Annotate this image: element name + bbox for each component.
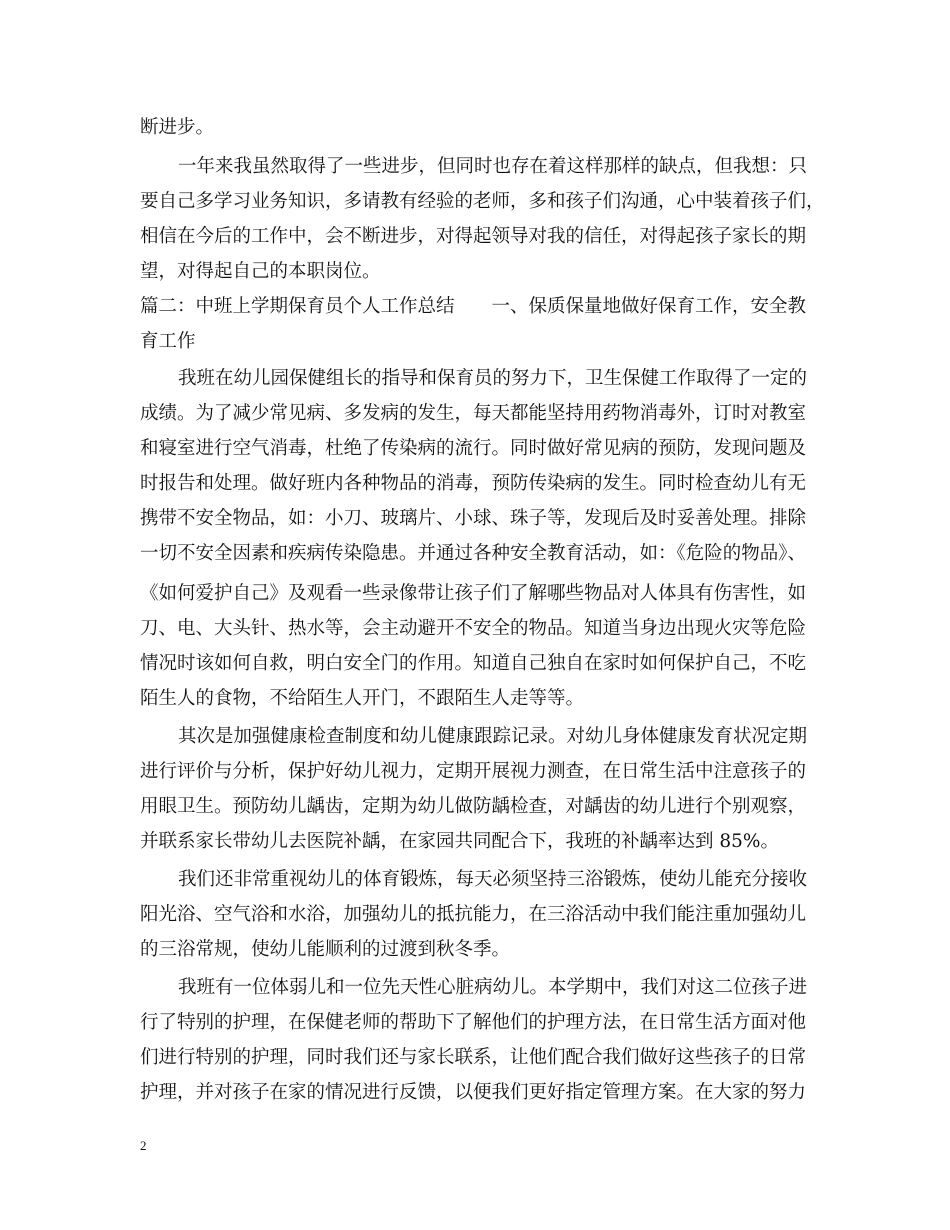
text-line: 《如何爱护自己》及观看一些录像带让孩子们了解哪些物品对人体具有伤害性，如 bbox=[140, 583, 807, 604]
text-line: 望，对得起自己的本职岗位。 bbox=[140, 261, 381, 282]
text-line: 其次是加强健康检查制度和幼儿健康跟踪记录。对幼儿身体健康发育状况定期 bbox=[178, 726, 808, 747]
text-line: 一切不安全因素和疾病传染隐患。并通过各种安全教育活动，如：《危险的物品》、 bbox=[140, 543, 807, 564]
text-line: 进行评价与分析，保护好幼儿视力，定期开展视力测查，在日常生活中注意孩子的 bbox=[140, 761, 807, 782]
text-line: 我班有一位体弱儿和一位先天性心脏病幼儿。本学期中，我们对这二位孩子进 bbox=[178, 977, 808, 998]
text-line: 并联系家长带幼儿去医院补龋，在家园共同配合下，我班的补龋率达到 85%。 bbox=[140, 831, 780, 852]
text-line: 们进行特别的护理，同时我们还与家长联系，让他们配合我们做好这些孩子的日常 bbox=[140, 1047, 807, 1068]
text-line: 相信在今后的工作中，会不断进步，对得起领导对我的信任，对得起孩子家长的期 bbox=[140, 226, 807, 247]
text-line: 的三浴常规，使幼儿能顺利的过渡到秋冬季。 bbox=[140, 939, 511, 960]
text-line: 刀、电、大头针、热水等，会主动避开不安全的物品。知道当身边出现火灾等危险 bbox=[140, 618, 807, 639]
text-line: 行了特别的护理，在保健老师的帮助下了解他们的护理方法，在日常生活方面对他 bbox=[140, 1012, 807, 1033]
text-line: 一年来我虽然取得了一些进步，但同时也存在着这样那样的缺点，但我想：只 bbox=[178, 156, 808, 177]
text-line: 陌生人的食物，不给陌生人开门，不跟陌生人走等等。 bbox=[140, 688, 585, 709]
text-line: 护理，并对孩子在家的情况进行反馈，以便我们更好指定管理方案。在大家的努力 bbox=[140, 1082, 807, 1103]
text-line: 育工作 bbox=[140, 331, 196, 352]
text-line: 断进步。 bbox=[140, 117, 215, 138]
text-line: 情况时该如何自救，明白安全门的作用。知道自己独自在家时如何保护自己，不吃 bbox=[140, 653, 807, 674]
text-line: 成绩。为了减少常见病、多发病的发生，每天都能坚持用药物消毒外，订时对教室 bbox=[140, 403, 807, 424]
text-line: 用眼卫生。预防幼儿龋齿，定期为幼儿做防龋检查，对龋齿的幼儿进行个别观察， bbox=[140, 796, 807, 817]
text-line: 携带不安全物品，如：小刀、玻璃片、小球、珠子等，发现后及时妥善处理。排除 bbox=[140, 508, 807, 529]
text-line: 篇二：中班上学期保育员个人工作总结 一、保质保量地做好保育工作，安全教 bbox=[140, 296, 807, 317]
page-number: 2 bbox=[140, 1138, 147, 1153]
text-line: 和寝室进行空气消毒，杜绝了传染病的流行。同时做好常见病的预防，发现问题及 bbox=[140, 438, 807, 459]
text-line: 我班在幼儿园保健组长的指导和保育员的努力下，卫生保健工作取得了一定的 bbox=[178, 368, 808, 389]
text-line: 我们还非常重视幼儿的体育锻炼，每天必须坚持三浴锻炼，使幼儿能充分接收 bbox=[178, 869, 808, 890]
text-line: 阳光浴、空气浴和水浴，加强幼儿的抵抗能力，在三浴活动中我们能注重加强幼儿 bbox=[140, 904, 807, 925]
text-line: 要自己多学习业务知识，多请教有经验的老师，多和孩子们沟通，心中装着孩子们， bbox=[140, 191, 825, 212]
text-line: 时报告和处理。做好班内各种物品的消毒，预防传染病的发生。同时检查幼儿有无 bbox=[140, 473, 807, 494]
